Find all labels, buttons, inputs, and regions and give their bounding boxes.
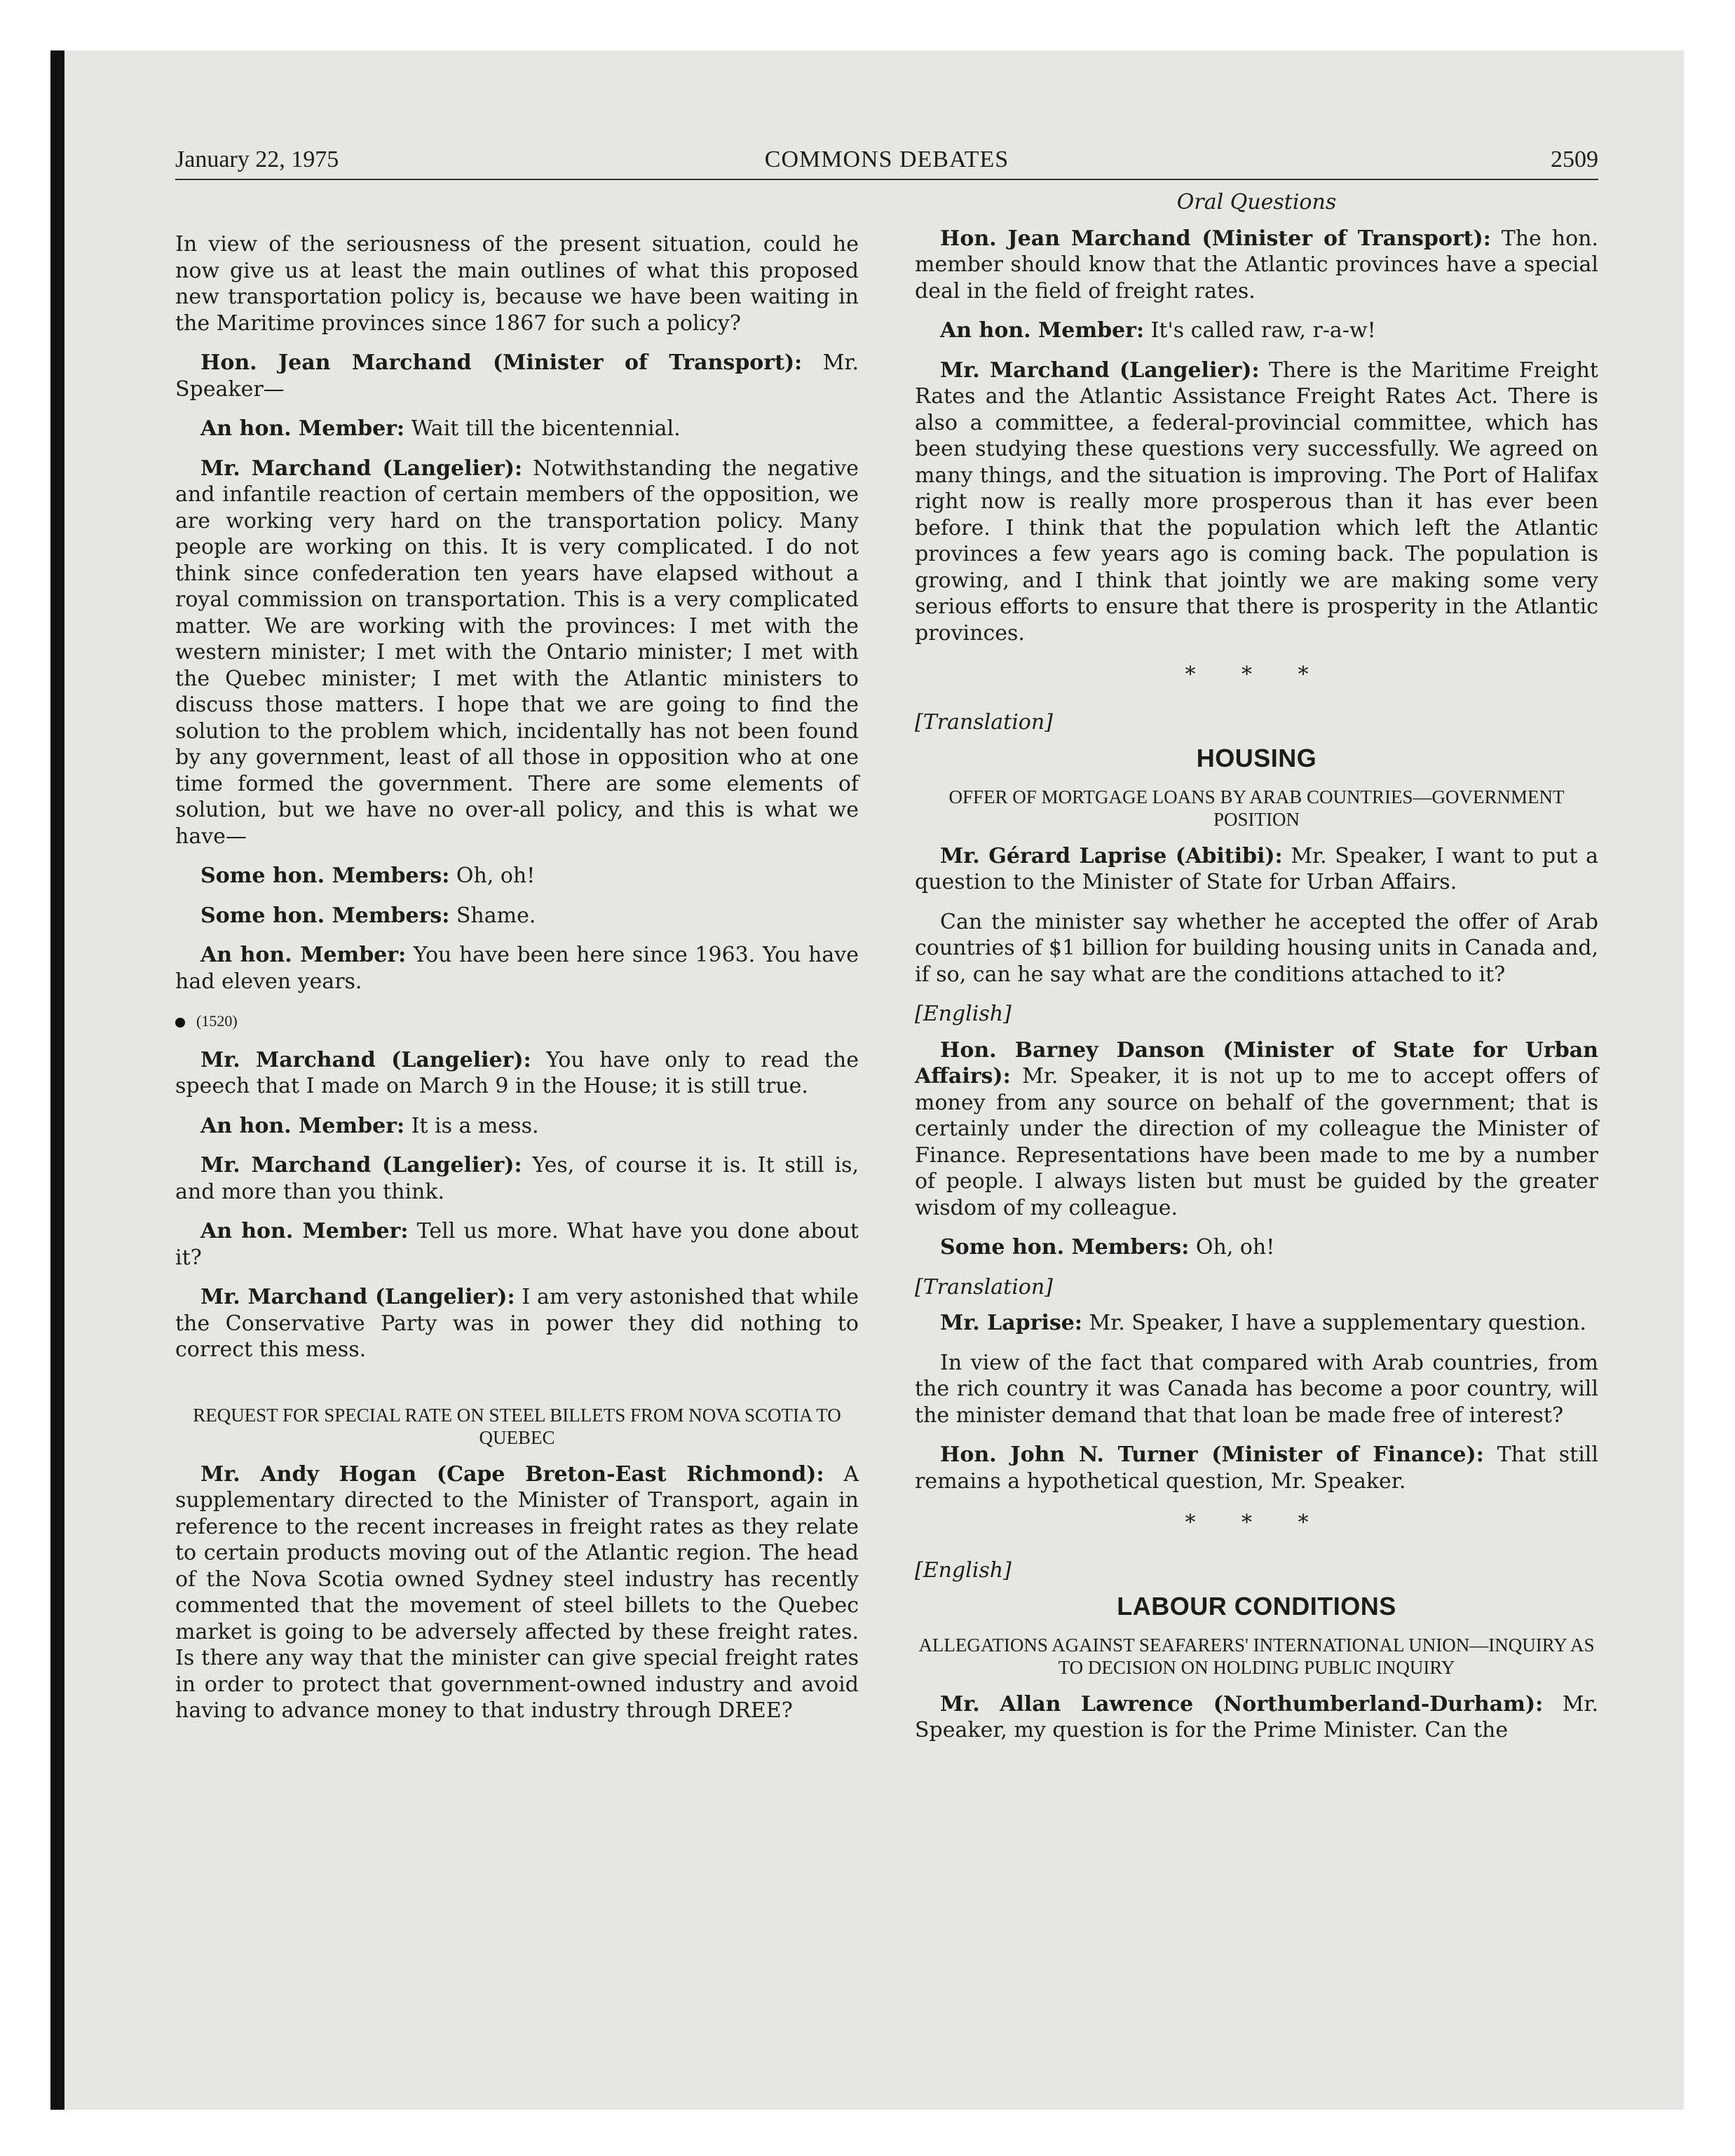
paragraph — [915, 318, 1598, 344]
speech-text: I am very astonished that while the Conservative Party was in power they did nothing to correct this mess. — [175, 1285, 859, 1362]
paragraph — [175, 350, 859, 402]
speech-text: Mr. Speaker, I have a supplementary question. — [1082, 1311, 1586, 1335]
speech-text: There is the Maritime Freight Rates and the Atlantic Assistance Freight Rates Act. There is also a committee, a federal-provincial committee, which has been studying these questions very successfully. We agreed on many things, and the situation is improving. The Port of Halifax right now is really more prosperous than it has ever been before. I think that the population which left the Atlantic provinces a few years ago is coming back. The population is growing, and I think that jointly we are making some very serious efforts to ensure that there is prosperity in the Atlantic provinces. — [915, 357, 1598, 646]
speech-text: Oh, oh! — [1189, 1235, 1275, 1260]
speaker-name: Mr. Marchand (Langelier): — [200, 1047, 531, 1072]
header-date: January 22, 1975 — [175, 146, 339, 172]
speaker-name: Mr. Allan Lawrence (Northumberland-Durham): — [940, 1691, 1544, 1717]
speaker-name: Some hon. Members: — [200, 903, 450, 928]
section-heading: LABOUR CONDITIONS — [1117, 1592, 1396, 1621]
speech-text: That still remains a hypothetical question, Mr. Speaker. — [915, 1442, 1598, 1494]
speech-text: Oh, oh! — [449, 864, 536, 888]
speaker-name: Hon. Jean Marchand (Minister of Transport): — [200, 350, 803, 375]
speaker-name: An hon. Member: — [940, 318, 1145, 343]
speaker-name: An hon. Member: — [200, 1113, 405, 1138]
speaker-name: Mr. Marchand (Langelier): — [200, 456, 523, 481]
right-column — [915, 189, 1598, 1757]
speaker-name: Some hon. Members: — [200, 864, 450, 888]
speech-text: Mr. Speaker— — [175, 350, 859, 402]
paragraph — [175, 863, 859, 889]
speech-text: Mr. Speaker, it is not up to me to accept offers of money from any source on behalf of the government; that is certainly under the direction of my colleague the Minister of Finance. Representations have been made to me by a number of people. I always listen but must be guided by the greater wisdom of my colleague. — [915, 1064, 1598, 1220]
section-separator: * * * — [1185, 662, 1328, 687]
language-tag: [English] — [915, 1002, 1012, 1026]
paragraph — [175, 1047, 859, 1100]
paragraph — [175, 1218, 859, 1271]
left-column — [175, 231, 859, 1738]
subheading: REQUEST FOR SPECIAL RATE ON STEEL BILLETS FROM NOVA SCOTIA TO QUEBEC — [193, 1404, 841, 1448]
speech-text: Yes, of course it is. It still is, and more than you think. — [175, 1153, 859, 1204]
speech-text: Shame. — [449, 903, 536, 928]
paragraph: In view of the seriousness of the present situation, could he now give us at least the main outlines of what this proposed new transportation policy is, because we have been waiting in the Maritime provinces since 1867 for such a policy? — [175, 232, 859, 336]
speech-text: The hon. member should know that the Atlantic provinces have a special deal in the field of freight rates. — [915, 226, 1598, 303]
paragraph — [175, 903, 859, 929]
speech-text: Notwithstanding the negative and infantile reaction of certain members of the opposition, we are working very hard on the transportation policy. Many people are working on this. It is very complicated. I do not think since confederation ten years have elapsed without a royal commission on transportation. This is a very complicated matter. We are working with the provinces: I met with the western minister; I met with the Ontario minister; I met with the Quebec minister; I met with the Atlantic ministers to discuss those matters. I hope that we are going to find the solution to the problem which, incidentally has not been found by any government, least of all those in opposition who at one time formed the government. There are some elements of solution, but we have no over-all policy, and this is what we have— — [175, 456, 859, 849]
speech-text: Tell us more. What have you done about it? — [175, 1219, 859, 1270]
speaker-name: Mr. Gérard Laprise (Abitibi): — [940, 843, 1283, 868]
language-tag: [Translation] — [915, 709, 1053, 735]
speech-text: You have only to read the speech that I made on March 9 in the House; it is still true. — [175, 1047, 859, 1098]
paragraph — [175, 1152, 859, 1205]
speaker-name: An hon. Member: — [200, 1219, 409, 1243]
paragraph — [915, 1037, 1598, 1222]
paragraph — [915, 843, 1598, 896]
paragraph — [915, 1691, 1598, 1744]
speaker-name: Hon. Jean Marchand (Minister of Transport): — [940, 226, 1491, 251]
paragraph: In view of the fact that compared with Arab countries, from the rich country it was Canada has become a poor country, will the minister demand that that loan be made free of interest? — [915, 1350, 1598, 1428]
speech-text: A supplementary directed to the Minister of Transport, again in reference to the recent increases in freight rates as they relate to certain products moving out of the Atlantic region. The head of the Nova Scotia owned Sydney steel industry has recently commented that the movement of steel billets to the Quebec market is going to be adversely affected by these freight rates. Is there any way that the minister can give special freight rates in order to protect that government-owned industry and avoid having to advance money to that industry through DREE? — [175, 1461, 859, 1723]
speech-text: Mr. Speaker, I want to put a question to the Minister of State for Urban Affairs. — [915, 843, 1598, 894]
paragraph — [175, 1461, 859, 1724]
speech-text: Wait till the bicentennial. — [404, 416, 681, 441]
paragraph — [175, 942, 859, 995]
language-tag: [Translation] — [915, 1274, 1053, 1299]
paragraph — [915, 1442, 1598, 1494]
section-separator: * * * — [1185, 1510, 1328, 1535]
paragraph — [915, 1234, 1598, 1261]
paragraph — [175, 1284, 859, 1363]
bullet-icon — [175, 1018, 185, 1028]
section-label: Oral Questions — [1176, 190, 1337, 214]
speaker-name: Mr. Marchand (Langelier): — [200, 1285, 515, 1309]
speech-text: Mr. Speaker, my question is for the Prime Minister. Can the — [915, 1691, 1598, 1742]
paragraph — [175, 456, 859, 850]
speech-text: You have been here since 1963. You have had eleven years. — [175, 943, 859, 994]
speech-text: It is a mess. — [404, 1113, 539, 1138]
speaker-name: An hon. Member: — [200, 416, 405, 441]
speaker-name: Mr. Marchand (Langelier): — [200, 1153, 522, 1178]
paragraph — [915, 226, 1598, 305]
page-number: 2509 — [1551, 146, 1598, 172]
header-title: COMMONS DEBATES — [764, 146, 1009, 172]
speaker-name: Mr. Marchand (Langelier): — [940, 357, 1260, 383]
speaker-name: Some hon. Members: — [940, 1235, 1190, 1260]
language-tag: [English] — [915, 1557, 1012, 1583]
paragraph: Can the minister say whether he accepted the offer of Arab countries of $1 billion for building housing units in Canada and, if so, can he say what are the conditions attached to it? — [915, 909, 1598, 987]
paragraph — [175, 416, 859, 442]
speaker-name: Hon. Barney Danson (Minister of State for Urban Affairs): — [915, 1037, 1598, 1089]
subheading: OFFER OF MORTGAGE LOANS BY ARAB COUNTRIES—GOVERNMENT POSITION — [948, 786, 1565, 830]
section-heading: HOUSING — [1196, 744, 1317, 772]
speech-text: It's called raw, r-a-w! — [1144, 318, 1376, 343]
running-header — [175, 144, 1598, 180]
speaker-name: Mr. Andy Hogan (Cape Breton-East Richmond): — [200, 1461, 824, 1487]
speaker-name: Hon. John N. Turner (Minister of Finance): — [940, 1442, 1484, 1467]
paragraph — [915, 357, 1598, 647]
time-marker: (1520) — [175, 1008, 859, 1035]
subheading: ALLEGATIONS AGAINST SEAFARERS' INTERNATIONAL UNION—INQUIRY AS TO DECISION ON HOLDING PUBLIC INQUIRY — [918, 1634, 1595, 1678]
paragraph — [175, 1113, 859, 1140]
speaker-name: An hon. Member: — [200, 943, 407, 967]
speaker-name: Mr. Laprise: — [940, 1311, 1082, 1335]
paragraph — [915, 1310, 1598, 1337]
